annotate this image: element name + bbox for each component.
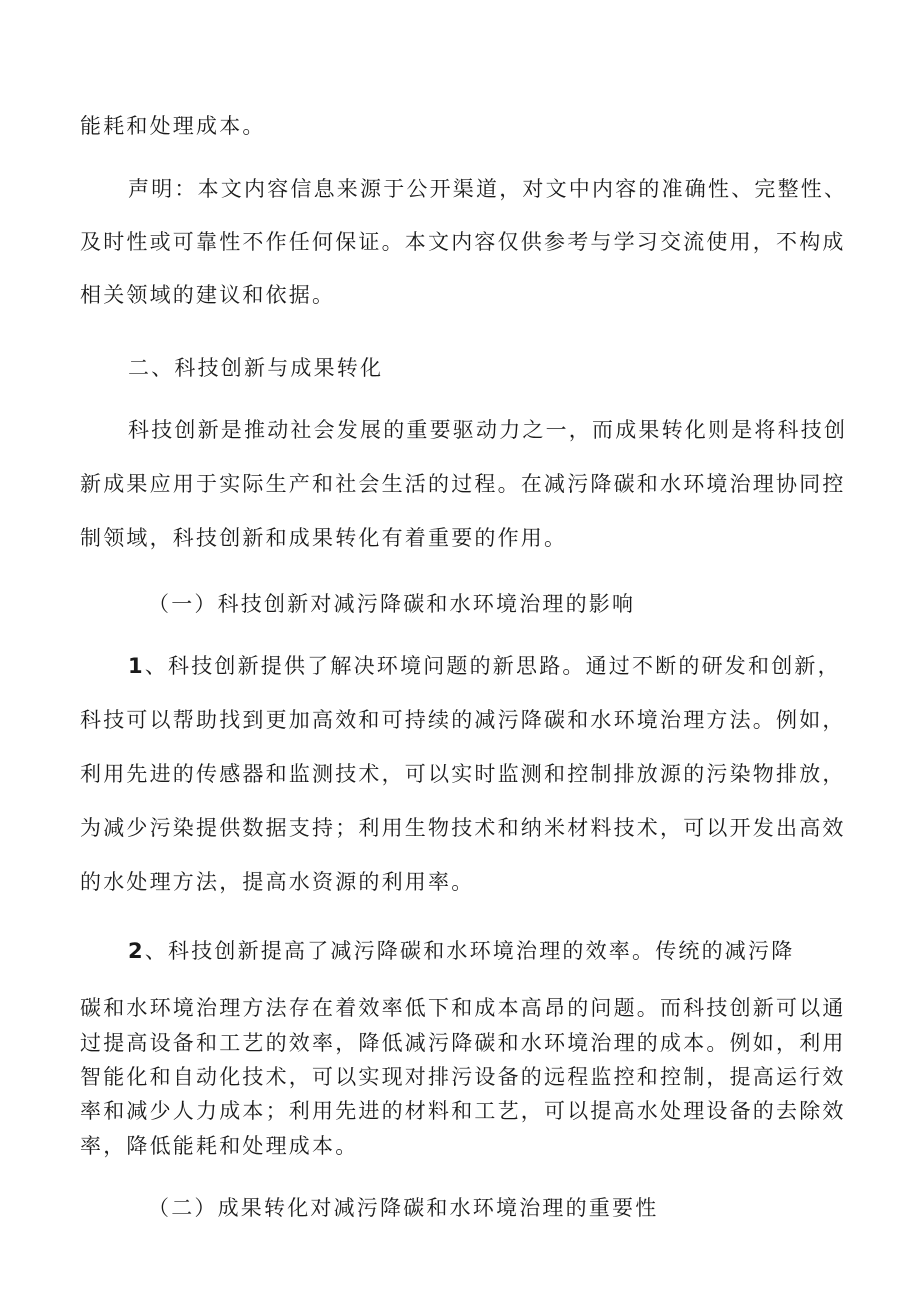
point-1-number: 1 — [128, 654, 145, 678]
point-2-line: 率，降低能耗和处理成本。 — [80, 1134, 359, 1158]
continuation-line: 能耗和处理成本。 — [80, 114, 266, 138]
point-1-line: 为减少污染提供数据支持；利用生物技术和纳米材料技术，可以开发出高效 — [80, 816, 846, 840]
intro-line: 制领域，科技创新和成果转化有着重要的作用。 — [80, 526, 568, 550]
subheading-2: （二）成果转化对减污降碳和水环境治理的重要性 — [148, 1196, 659, 1220]
point-2-line: 智能化和自动化技术，可以实现对排污设备的远程监控和控制，提高运行效 — [80, 1065, 846, 1089]
point-2-text: 、科技创新提高了减污降碳和水环境治理的效率。传统的减污降 — [144, 939, 795, 963]
point-1-line: 科技可以帮助找到更加高效和可持续的减污降碳和水环境治理方法。例如， — [80, 708, 846, 732]
point-2-number: 2 — [128, 939, 145, 963]
subheading-1: （一）科技创新对减污降碳和水环境治理的影响 — [148, 592, 636, 616]
point-1-line: 的水处理方法，提高水资源的利用率。 — [80, 870, 475, 894]
point-2-line: 率和减少人力成本；利用先进的材料和工艺，可以提高水处理设备的去除效 — [80, 1099, 846, 1123]
disclaimer-line: 及时性或可靠性不作任何保证。本文内容仅供参考与学习交流使用，不构成 — [80, 230, 846, 254]
point-1-text: 、科技创新提供了解决环境问题的新思路。通过不断的研发和创新， — [144, 654, 841, 678]
disclaimer-line: 相关领域的建议和依据。 — [80, 283, 336, 307]
point-2-line: 碳和水环境治理方法存在着效率低下和成本高昂的问题。而科技创新可以通 — [80, 996, 846, 1020]
disclaimer-line: 声明：本文内容信息来源于公开渠道，对文中内容的准确性、完整性、 — [128, 177, 848, 201]
section-heading: 二、科技创新与成果转化 — [128, 356, 384, 380]
point-1-first-line — [128, 652, 841, 680]
intro-line: 新成果应用于实际生产和社会生活的过程。在减污降碳和水环境治理协同控 — [80, 472, 846, 496]
intro-line: 科技创新是推动社会发展的重要驱动力之一，而成果转化则是将科技创 — [128, 418, 848, 442]
point-1-line: 利用先进的传感器和监测技术，可以实时监测和控制排放源的污染物排放， — [80, 762, 846, 786]
point-2-line: 过提高设备和工艺的效率，降低减污降碳和水环境治理的成本。例如，利用 — [80, 1031, 846, 1055]
point-2-first-line — [128, 937, 794, 965]
